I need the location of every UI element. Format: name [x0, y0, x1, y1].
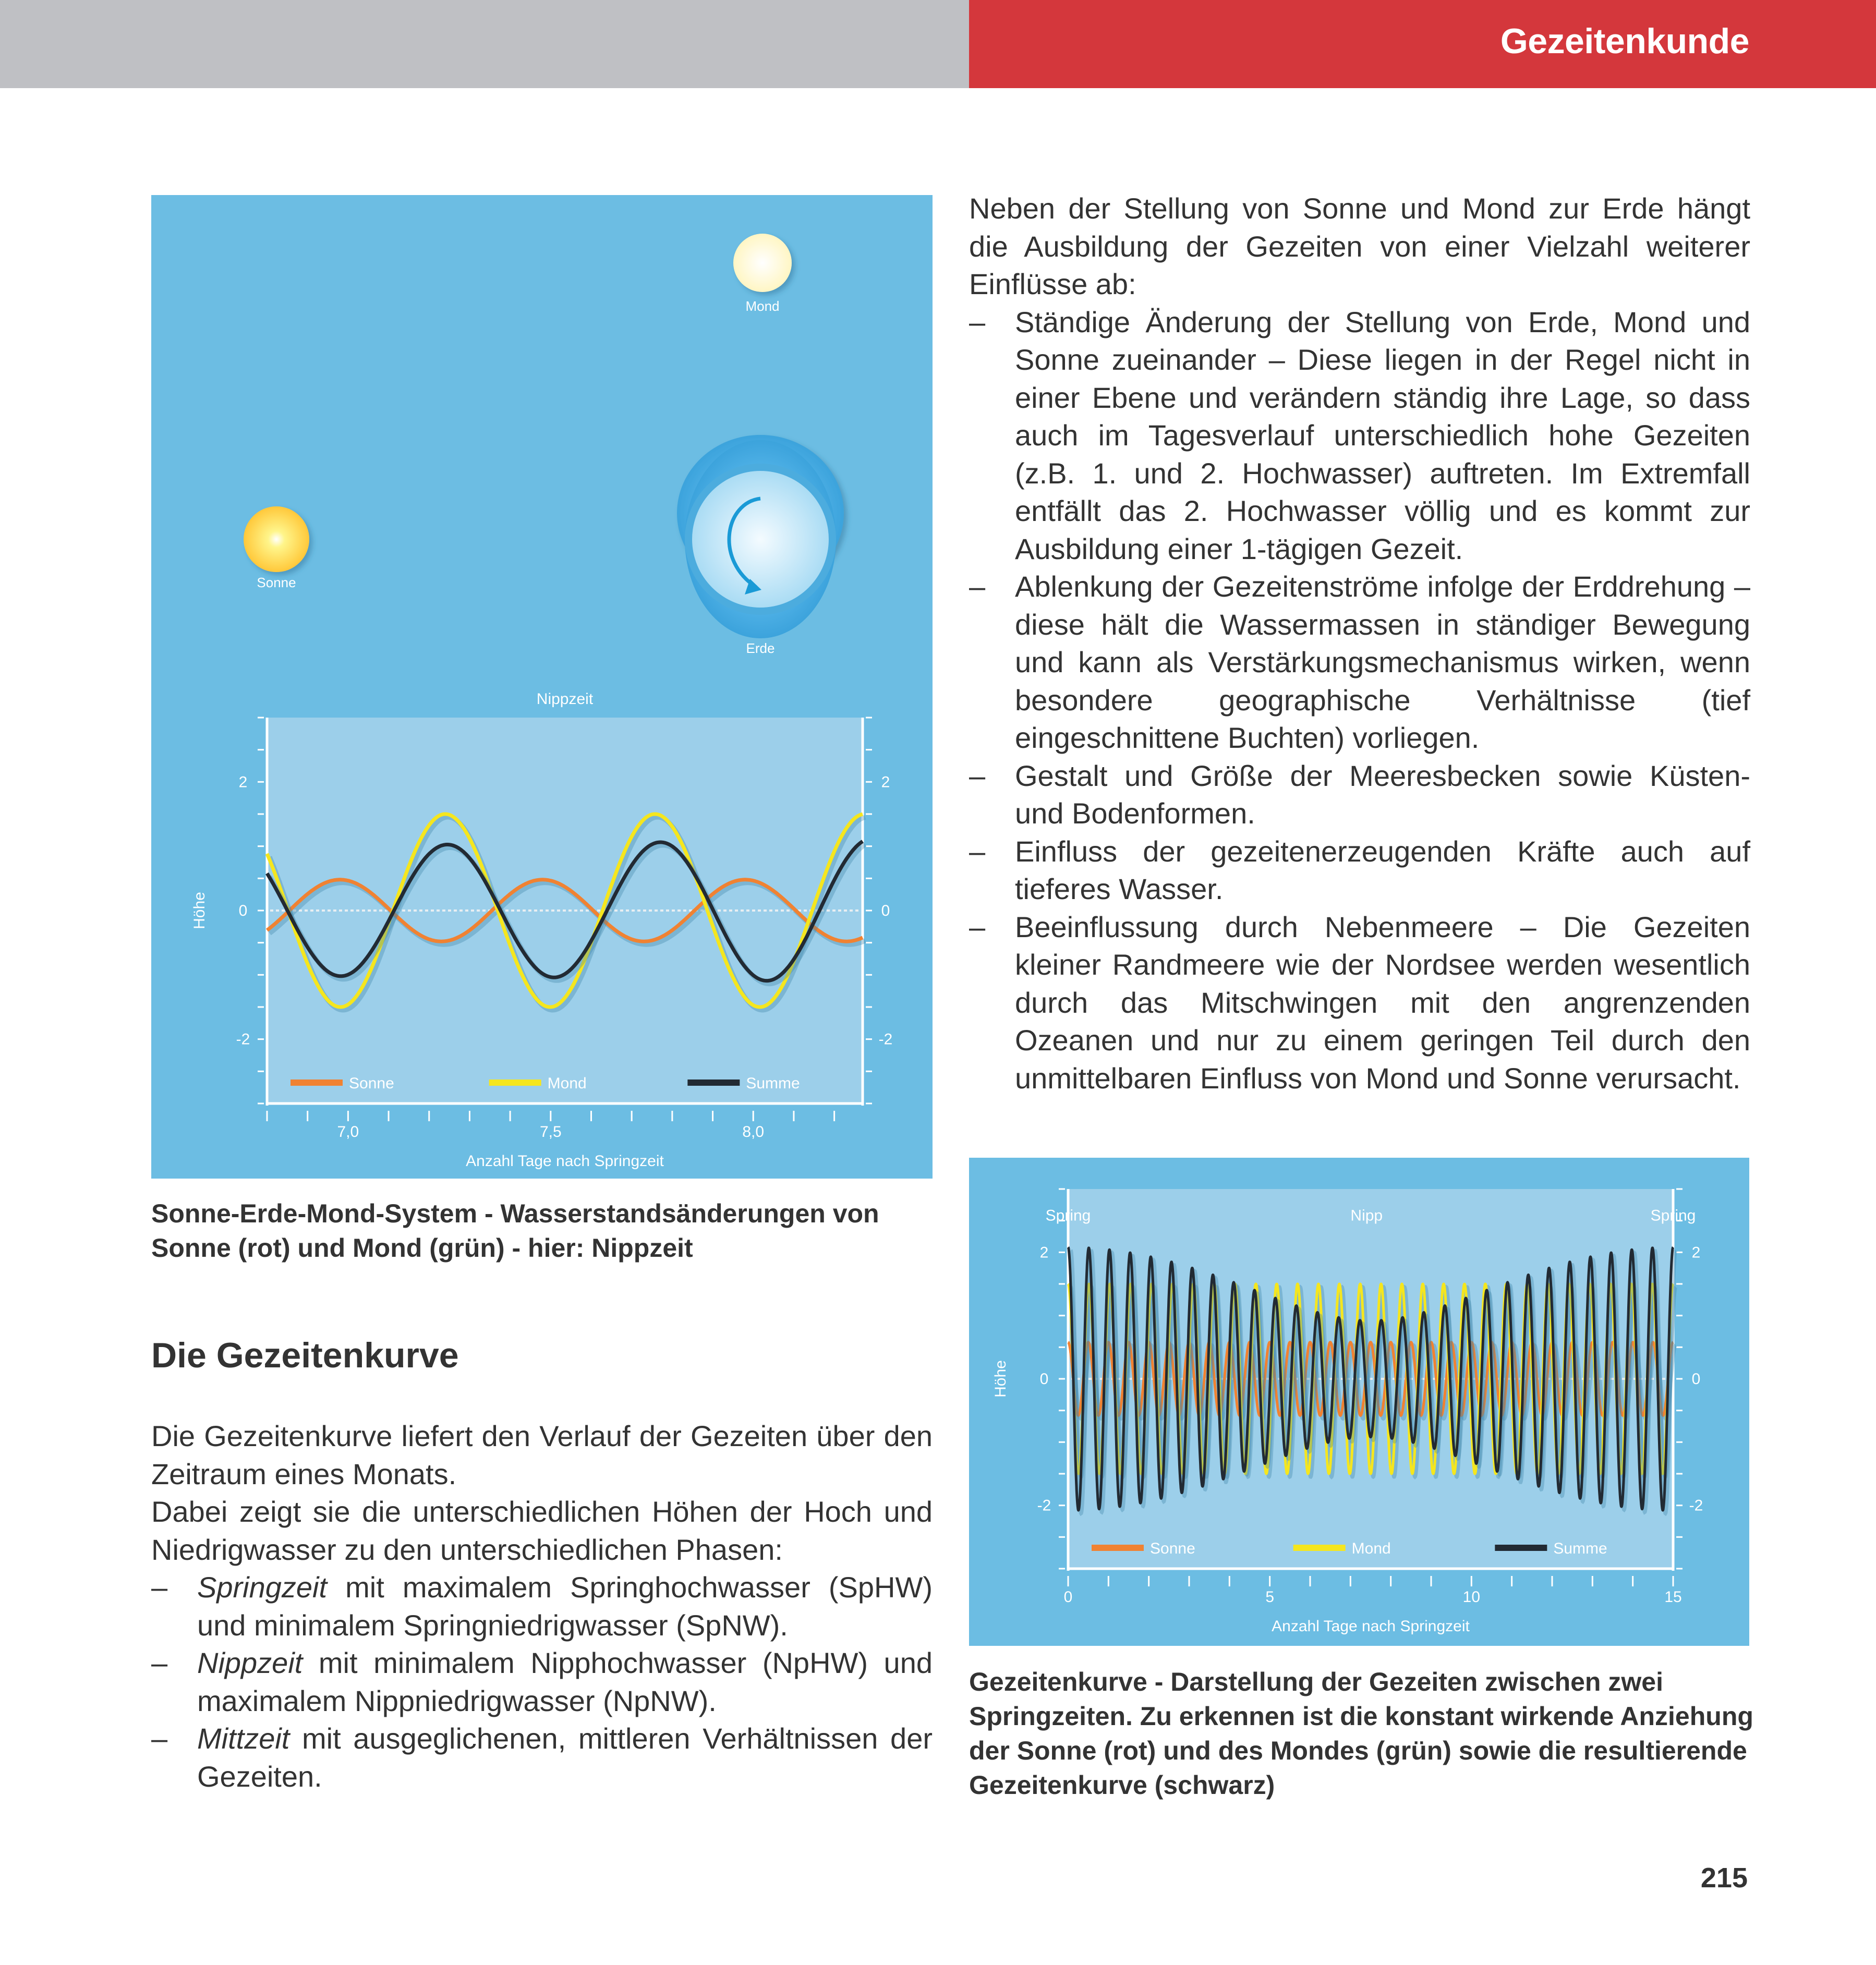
figure-tide-curve [969, 1158, 1749, 1646]
section-title: Gezeitenkunde [1500, 21, 1749, 61]
legend-swatch-mond [489, 1079, 541, 1086]
phase-description: mit maximalem Springhochwasser (SpHW) und minimalem Springniedrigwasser (SpNW). [197, 1571, 933, 1642]
tide-curve-chart [992, 1189, 1703, 1635]
y-tick-label-left: 2 [1039, 1244, 1049, 1262]
y-tick-label-left: 2 [238, 773, 248, 791]
moon-icon [733, 234, 792, 292]
phase-term: Nippzeit [197, 1646, 303, 1679]
y-tick-label-right: -2 [878, 1030, 893, 1048]
phases-list [151, 1569, 933, 1796]
header-band-red [969, 0, 1876, 88]
legend-label: Mond [547, 1075, 587, 1092]
legend-label: Sonne [349, 1075, 394, 1092]
legend-swatch-summe [1495, 1545, 1547, 1551]
y-tick-label-right: 0 [881, 902, 890, 919]
x-tick-label: 7,0 [337, 1123, 359, 1141]
y-tick-label-left: 0 [1039, 1370, 1049, 1388]
sun-label: Sonne [257, 575, 296, 590]
phase-description: mit ausgeglichenen, mittleren Verhältnissen der Gezeiten. [197, 1722, 933, 1793]
y-tick-label-left: 0 [238, 902, 248, 919]
list-item [969, 304, 1750, 568]
x-tick-label: 15 [1664, 1588, 1682, 1606]
list-item-text: Ablenkung der Gezeitenströme infolge der Erddrehung – diese hält die Wassermassen in ständiger Bewegung und kann als Verstärkungsmechanismus wirken, wenn besondere geographische Verhältnisse (tief eingeschnittene Buchten) vorliegen. [1015, 570, 1750, 754]
list-item-text: Beeinflussung durch Nebenmeere – Die Gezeiten kleiner Randmeere wie der Nordsee werden wesentlich durch das Mitschwingen mit den angrenzenden Ozeanen und nur zu einem geringen Teil durch den unmittelbaren Einfluss von Mond und Sonne verursacht. [1015, 910, 1750, 1095]
x-axis-label: Anzahl Tage nach Springzeit [466, 1153, 664, 1170]
y-tick-label-left: -2 [236, 1030, 250, 1048]
x-tick-label: 10 [1462, 1588, 1481, 1606]
dash-bullet: – [969, 834, 986, 868]
phase-annotation: Spring [1650, 1207, 1696, 1224]
right-column-text [969, 190, 1750, 1097]
paragraph-2: Dabei zeigt sie die unterschiedlichen Höhen der Hoch und Niedrigwasser zu den unterschiedlichen Phasen: [151, 1495, 933, 1566]
paragraph-1: Die Gezeitenkurve liefert den Verlauf der Gezeiten über den Zeitraum eines Monats. [151, 1420, 933, 1490]
dash-bullet: – [969, 570, 986, 603]
phase-annotation: Spring [1045, 1207, 1091, 1224]
y-tick-label-right: 2 [881, 773, 890, 791]
legend-label: Sonne [1150, 1540, 1195, 1557]
header-band-gray [0, 0, 969, 88]
list-item [151, 1569, 933, 1644]
y-tick-label-left: -2 [1037, 1497, 1051, 1514]
earth-icon [677, 435, 844, 638]
figure1-caption: Sonne-Erde-Mond-System - Wasserstandsänderungen von Sonne (rot) und Mond (grün) - hier: Nippzeit [151, 1199, 879, 1263]
dash-bullet: – [151, 1722, 168, 1755]
y-tick-label-right: 2 [1691, 1244, 1701, 1262]
y-tick-label-right: -2 [1689, 1497, 1703, 1514]
x-tick-label: 0 [1063, 1588, 1073, 1606]
influences-list [969, 304, 1750, 1098]
dash-bullet: – [969, 910, 986, 943]
figure-sun-earth-moon [151, 195, 933, 1179]
nippzeit-illustration [151, 195, 933, 1179]
left-column-text [151, 1417, 933, 1796]
y-tick-label-right: 0 [1691, 1370, 1701, 1388]
list-item [969, 908, 1750, 1098]
dash-bullet: – [969, 759, 986, 792]
nippzeit-chart [191, 690, 892, 1170]
phase-term: Mittzeit [197, 1722, 290, 1755]
legend-label: Summe [746, 1075, 800, 1092]
list-item [151, 1644, 933, 1720]
x-tick-label: 5 [1265, 1588, 1275, 1606]
moon-label: Mond [745, 298, 780, 314]
list-item-text: Einfluss der gezeitenerzeugenden Kräfte auch auf tieferes Wasser. [1015, 834, 1750, 905]
earth-label: Erde [746, 640, 775, 656]
y-axis-label: Höhe [191, 892, 208, 929]
dash-bullet: – [151, 1571, 168, 1604]
y-axis-label: Höhe [992, 1360, 1009, 1398]
list-item-text: Gestalt und Größe der Meeresbecken sowie Küsten- und Bodenformen. [1015, 759, 1750, 830]
x-tick-label: 8,0 [742, 1123, 765, 1141]
intro-paragraph: Neben der Stellung von Sonne und Mond zur Erde hängt die Ausbildung der Gezeiten von einer Vielzahl weiterer Einflüsse ab: [969, 192, 1750, 300]
figure2-caption: Gezeitenkurve - Darstellung der Gezeiten zwischen zwei Springzeiten. Zu erkennen ist die konstant wirkende Anziehung der Sonne (rot) und des Mondes (grün) sowie die resultierende Gezeitenkurve (schwarz) [969, 1667, 1753, 1800]
phase-annotation: Nipp [1350, 1207, 1383, 1224]
list-item [969, 568, 1750, 757]
list-item [969, 757, 1750, 833]
chart-title: Nippzeit [536, 690, 594, 708]
legend-swatch-sonne [291, 1079, 343, 1086]
list-item [151, 1720, 933, 1796]
tide-curve-chart-svg [969, 1158, 1749, 1646]
x-axis-label: Anzahl Tage nach Springzeit [1272, 1618, 1470, 1635]
list-item [969, 833, 1750, 908]
page-number: 215 [1700, 1862, 1748, 1894]
legend-label: Mond [1351, 1540, 1391, 1557]
phase-description: mit minimalem Nipphochwasser (NpHW) und maximalem Nippniedrigwasser (NpNW). [197, 1646, 933, 1717]
legend-swatch-summe [687, 1079, 740, 1086]
dash-bullet: – [969, 305, 986, 338]
dash-bullet: – [151, 1646, 168, 1679]
legend-swatch-sonne [1092, 1545, 1144, 1551]
legend-swatch-mond [1293, 1545, 1346, 1551]
list-item-text: Ständige Änderung der Stellung von Erde, Mond und Sonne zueinander – Diese liegen in der Regel nicht in einer Ebene und verändern ständig ihre Lage, so dass auch im Tagesverlauf unterschiedlich hohe Gezeiten (z.B. 1. und 2. Hochwasser) auftreten. Im Extremfall entfällt das 2. Hochwasser völlig und es kommt zur Ausbildung einer 1-tägigen Gezeit. [1015, 305, 1750, 565]
phase-term: Springzeit [197, 1571, 328, 1604]
legend-label: Summe [1553, 1540, 1607, 1557]
section-heading: Die Gezeitenkurve [151, 1336, 459, 1375]
sun-icon [244, 506, 309, 572]
x-tick-label: 7,5 [539, 1123, 562, 1141]
